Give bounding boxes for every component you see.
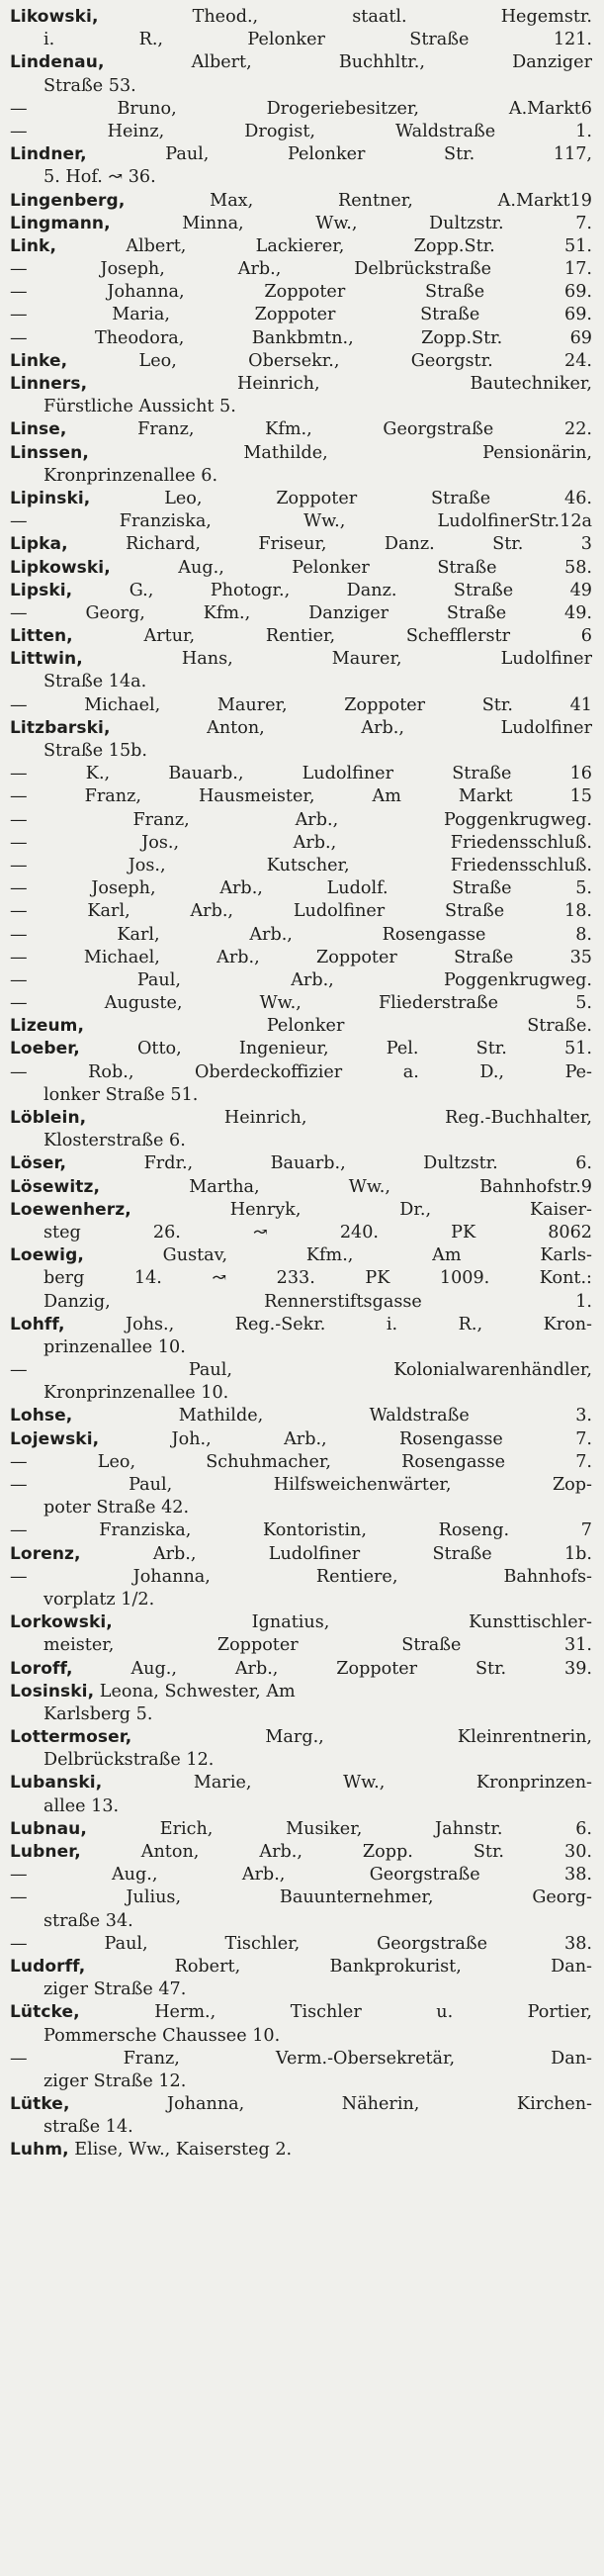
entry-details: Marg., Kleinrentnerin, — [131, 1727, 592, 1748]
entry-details: meister, Zoppoter Straße 31. — [43, 1635, 592, 1656]
entry-details: Joh., Arb., Rosengasse 7. — [99, 1428, 592, 1449]
entry-details: steg 26. ↝ 240. PK 8062 — [43, 1222, 592, 1242]
entry-details: Leona, Schwester, Am — [94, 1681, 296, 1702]
entry-details: — Georg, Kfm., Danziger Straße 49. — [10, 602, 592, 623]
directory-entry-line — [10, 1566, 592, 1589]
entry-surname: Link, — [10, 235, 57, 256]
directory-entry-line — [10, 1726, 592, 1749]
directory-entry-line — [10, 350, 592, 373]
entry-surname: Likowski, — [10, 7, 99, 27]
entry-surname: Lipinski, — [10, 488, 91, 508]
entry-details: Erich, Musiker, Jahnstr. 6. — [86, 1818, 592, 1839]
entry-details: Heinrich, Reg.-Buchhalter, — [86, 1108, 592, 1128]
directory-entry-line — [10, 213, 592, 235]
directory-entry-line — [10, 809, 592, 832]
directory-entry-line — [10, 1199, 592, 1222]
directory-entry-line — [10, 396, 592, 418]
directory-entry-line — [10, 717, 592, 740]
directory-entry-line — [10, 924, 592, 947]
directory-entry-line — [10, 1038, 592, 1060]
directory-entry-line — [10, 1978, 592, 2001]
entry-details: Aug., Pelonker Straße 58. — [110, 557, 592, 578]
entry-details: straße 34. — [43, 1910, 133, 1931]
directory-entry-line — [10, 740, 592, 763]
directory-entry-line — [10, 465, 592, 488]
entry-details: — Franz, Verm.-Obersekretär, Dan- — [10, 2048, 592, 2069]
entry-details: — K., Bauarb., Ludolfiner Straße 16 — [10, 764, 592, 784]
directory-entry-line — [10, 1497, 592, 1519]
entry-surname: Linse, — [10, 419, 67, 440]
entry-details: Danzig, Rennerstiftsgasse 1. — [43, 1291, 592, 1312]
directory-entry-line — [10, 1956, 592, 1978]
entry-details: Kronprinzenallee 6. — [43, 465, 218, 486]
directory-entry-line — [10, 580, 592, 602]
entry-details: — Franz, Arb., Poggenkrugweg. — [10, 809, 592, 830]
entry-details: Johs., Reg.-Sekr. i. R., Kron- — [64, 1314, 592, 1334]
entry-details: — Bruno, Drogeriebesitzer, A.Markt6 — [10, 98, 592, 119]
entry-details: Elise, Ww., Kaisersteg 2. — [68, 2140, 293, 2161]
entry-surname: Lindenau, — [10, 52, 105, 73]
entry-details: — Johanna, Zoppoter Straße 69. — [10, 282, 592, 303]
directory-entry-line — [10, 763, 592, 785]
directory-entry-line — [10, 648, 592, 671]
entry-details: Mathilde, Waldstraße 3. — [72, 1406, 592, 1426]
entry-details: — Paul, Hilfsweichenwärter, Zop- — [10, 1475, 592, 1495]
directory-entry-line — [10, 304, 592, 326]
entry-surname: Lohse, — [10, 1406, 73, 1426]
directory-entry-line — [10, 98, 592, 121]
entry-details: Marie, Ww., Kronprinzen- — [102, 1773, 592, 1794]
directory-entry-line — [10, 1818, 592, 1841]
directory-entry-line — [10, 602, 592, 625]
entry-surname: Lingenberg, — [10, 190, 126, 211]
entry-details: Johanna, Näherin, Kirchen- — [69, 2094, 592, 2115]
entry-details: Straße 53. — [43, 75, 136, 96]
entry-details: — Franziska, Kontoristin, Roseng. 7 — [10, 1520, 592, 1541]
entry-details: Albert, Buchhltr., Danziger — [104, 52, 592, 73]
entry-details: allee 13. — [43, 1795, 120, 1816]
entry-details: Ignatius, Kunsttischler- — [112, 1612, 592, 1633]
entry-details: 5. Hof. ↝ 36. — [43, 167, 156, 188]
entry-details: Hans, Maurer, Ludolfiner — [82, 649, 592, 670]
directory-entry-line — [10, 1611, 592, 1634]
entry-details: Max, Rentner, A.Markt19 — [125, 190, 592, 211]
directory-entry-line — [10, 947, 592, 969]
directory-entry-line — [10, 2093, 592, 2116]
entry-details: Albert, Lackierer, Zopp.Str. 51. — [56, 235, 592, 256]
entry-details: — Theodora, Bankbmtn., Zopp.Str. 69 — [10, 327, 592, 348]
entry-surname: Lipka, — [10, 534, 68, 555]
entry-details: straße 14. — [43, 2117, 133, 2138]
entry-details: — Johanna, Rentiere, Bahnhofs- — [10, 1566, 592, 1587]
entry-surname: Lizeum, — [10, 1016, 85, 1037]
entry-details: Kronprinzenallee 10. — [43, 1383, 229, 1404]
directory-entry-line — [10, 1749, 592, 1772]
directory-entry-line — [10, 1336, 592, 1359]
directory-entry-line — [10, 1015, 592, 1038]
entry-details: Arb., Ludolfiner Straße 1b. — [80, 1543, 592, 1564]
directory-entry-line — [10, 1152, 592, 1175]
directory-entry-line — [10, 1314, 592, 1336]
directory-entry-line — [10, 2048, 592, 2070]
entry-surname: Linners, — [10, 374, 88, 394]
entry-surname: Loroff, — [10, 1658, 73, 1679]
directory-entry-line — [10, 1589, 592, 1611]
directory-entry-line — [10, 1543, 592, 1566]
directory-entry-line — [10, 1267, 592, 1290]
directory-entry-line — [10, 1130, 592, 1152]
entry-details: Anton, Arb., Ludolfiner — [110, 717, 592, 738]
directory-entry-line — [10, 75, 592, 98]
directory-entry-line — [10, 877, 592, 900]
entry-details: Pelonker Straße. — [84, 1016, 592, 1037]
directory-entry-line — [10, 1061, 592, 1084]
directory-entry-line — [10, 143, 592, 166]
entry-details: G., Photogr., Danz. Straße 49 — [72, 580, 592, 600]
entry-surname: Lojewski, — [10, 1428, 100, 1449]
entry-details: ziger Straße 47. — [43, 1979, 187, 2000]
directory-entry-line — [10, 1382, 592, 1405]
entry-surname: Littwin, — [10, 649, 83, 670]
directory-entry-line — [10, 166, 592, 189]
directory-entry-line — [10, 1795, 592, 1818]
entry-details: Aug., Arb., Zoppoter Str. 39. — [72, 1658, 592, 1679]
directory-entry-line — [10, 235, 592, 258]
directory-entry-line — [10, 785, 592, 808]
entry-surname: Lipkowski, — [10, 557, 111, 578]
entry-details: Karlsberg 5. — [43, 1703, 153, 1724]
directory-entry-line — [10, 533, 592, 556]
directory-entry-line — [10, 510, 592, 533]
directory-entry-line — [10, 2001, 592, 2024]
directory-entry-line — [10, 1841, 592, 1864]
directory-entry-line — [10, 1910, 592, 1933]
entry-details: — Rob., Oberdeckoffizier a. D., Pe- — [10, 1061, 592, 1082]
entry-surname: Lubner, — [10, 1842, 81, 1862]
directory-entry-line — [10, 373, 592, 396]
entry-surname: Löblein, — [10, 1108, 87, 1128]
directory-entry-line — [10, 900, 592, 923]
entry-details: — Franziska, Ww., LudolfinerStr.12a — [10, 511, 592, 532]
directory-entry-line — [10, 258, 592, 281]
entry-surname: Lütke, — [10, 2094, 70, 2115]
entry-details: Frdr., Bauarb., Dultzstr. 6. — [66, 1153, 592, 1174]
entry-details: — Jos., Kutscher, Friedensschluß. — [10, 855, 592, 875]
directory-entry-line — [10, 1681, 592, 1703]
directory-entry-line — [10, 694, 592, 717]
directory-entry-line — [10, 190, 592, 213]
entry-surname: Lottermoser, — [10, 1727, 132, 1748]
directory-entry-line — [10, 832, 592, 855]
entry-surname: Lösewitz, — [10, 1176, 101, 1197]
directory-entry-line — [10, 855, 592, 877]
entry-details: lonker Straße 51. — [43, 1084, 199, 1105]
directory-entry-line — [10, 557, 592, 580]
entry-surname: Linssen, — [10, 442, 89, 463]
entry-details: Leo, Obersekr., Georgstr. 24. — [67, 350, 592, 371]
directory-entry-line — [10, 1084, 592, 1107]
directory-entry-line — [10, 1428, 592, 1451]
entry-details: — Maria, Zoppoter Straße 69. — [10, 305, 592, 325]
entry-details: poter Straße 42. — [43, 1498, 190, 1518]
entry-details: Fürstliche Aussicht 5. — [43, 397, 236, 417]
directory-entry-line — [10, 1176, 592, 1199]
entry-details: — Paul, Kolonialwarenhändler, — [10, 1360, 592, 1381]
entry-details: vorplatz 1/2. — [43, 1589, 155, 1610]
entry-details: Richard, Friseur, Danz. Str. 3 — [67, 534, 592, 555]
entry-surname: Loeber, — [10, 1039, 80, 1059]
entry-details: Paul, Pelonker Str. 117, — [86, 144, 592, 165]
directory-entry-line — [10, 1634, 592, 1657]
directory-entry-line — [10, 2139, 592, 2162]
entry-details: Martha, Ww., Bahnhofstr.9 — [100, 1176, 592, 1197]
entry-details: Mathilde, Pensionärin, — [88, 442, 592, 463]
directory-entry-line — [10, 1703, 592, 1726]
directory-entry-line — [10, 992, 592, 1015]
entry-details: — Jos., Arb., Friedensschluß. — [10, 832, 592, 853]
entry-details: ziger Straße 12. — [43, 2070, 187, 2091]
entry-details: — Heinz, Drogist, Waldstraße 1. — [10, 121, 592, 141]
entry-surname: Lipski, — [10, 580, 73, 600]
entry-details: — Leo, Schuhmacher, Rosengasse 7. — [10, 1451, 592, 1472]
entry-details: Minna, Ww., Dultzstr. 7. — [110, 213, 592, 233]
entry-details: i. R., Pelonker Straße 121. — [43, 30, 592, 50]
entry-details: Artur, Rentier, Schefflerstr 6 — [72, 626, 592, 647]
entry-details: Straße 15b. — [43, 741, 148, 761]
entry-details: — Paul, Tischler, Georgstraße 38. — [10, 1933, 592, 1954]
entry-details: Herm., Tischler u. Portier, — [79, 2002, 592, 2023]
directory-entry-line — [10, 1658, 592, 1681]
directory-entry-line — [10, 2116, 592, 2139]
directory-entry-line — [10, 29, 592, 51]
directory-entry-line — [10, 6, 592, 29]
entry-details: Gustav, Kfm., Am Karls- — [83, 1245, 592, 1266]
entry-details: Anton, Arb., Zopp. Str. 30. — [80, 1842, 592, 1862]
entry-surname: Lubanski, — [10, 1773, 103, 1794]
entry-details: — Julius, Bauunternehmer, Georg- — [10, 1887, 592, 1908]
directory-entry-line — [10, 2070, 592, 2093]
directory-entry-line — [10, 1474, 592, 1497]
directory-entry-line — [10, 1519, 592, 1542]
entry-surname: Lubnau, — [10, 1818, 87, 1839]
entry-details: prinzenallee 10. — [43, 1336, 186, 1357]
directory-entry-line — [10, 1864, 592, 1886]
entry-details: Pommersche Chaussee 10. — [43, 2025, 281, 2046]
entry-details: — Aug., Arb., Georgstraße 38. — [10, 1865, 592, 1886]
entry-details: — Karl, Arb., Ludolfiner Straße 18. — [10, 901, 592, 922]
entry-surname: Linke, — [10, 350, 68, 371]
entry-surname: Löser, — [10, 1153, 67, 1174]
entry-details: Robert, Bankprokurist, Dan- — [85, 1956, 592, 1977]
directory-entry-line — [10, 1107, 592, 1130]
entry-surname: Lorkowski, — [10, 1612, 113, 1633]
directory-entry-line — [10, 625, 592, 648]
entry-details: — Michael, Arb., Zoppoter Straße 35 — [10, 947, 592, 967]
directory-entry-line — [10, 488, 592, 510]
entry-surname: Litten, — [10, 626, 73, 647]
entry-surname: Lorenz, — [10, 1543, 81, 1564]
entry-details: berg 14. ↝ 233. PK 1009. Kont.: — [43, 1268, 592, 1289]
directory-entry-line — [10, 418, 592, 441]
entry-surname: Litzbarski, — [10, 717, 111, 738]
directory-entry-line — [10, 1405, 592, 1427]
entry-details: Straße 14a. — [43, 672, 147, 692]
entry-surname: Losinski, — [10, 1681, 95, 1702]
directory-entry-line — [10, 121, 592, 143]
directory-entry-line — [10, 969, 592, 992]
directory-entry-line — [10, 51, 592, 74]
entry-details: — Joseph, Arb., Ludolf. Straße 5. — [10, 878, 592, 899]
entry-surname: Lingmann, — [10, 213, 111, 233]
directory-entry-line — [10, 1359, 592, 1382]
directory-entry-line — [10, 1933, 592, 1956]
entry-details: Otto, Ingenieur, Pel. Str. 51. — [79, 1039, 592, 1059]
directory-entry-line — [10, 2025, 592, 2048]
directory-entry-line — [10, 1222, 592, 1244]
entry-details: Delbrückstraße 12. — [43, 1750, 215, 1771]
entry-surname: Lohff, — [10, 1314, 65, 1334]
entry-details: Heinrich, Bautechniker, — [87, 374, 592, 394]
directory-entry-line — [10, 1772, 592, 1794]
entry-details: Leo, Zoppoter Straße 46. — [90, 488, 592, 508]
entry-surname: Lindner, — [10, 144, 87, 165]
directory-entry-line — [10, 1244, 592, 1267]
directory-entry-line — [10, 281, 592, 304]
entry-details: Franz, Kfm., Georgstraße 22. — [66, 419, 592, 440]
entry-details: — Franz, Hausmeister, Am Markt 15 — [10, 786, 592, 807]
entry-details: — Karl, Arb., Rosengasse 8. — [10, 924, 592, 945]
entry-details: Henryk, Dr., Kaiser- — [130, 1199, 592, 1220]
entry-details: Klosterstraße 6. — [43, 1131, 186, 1151]
entry-details: — Joseph, Arb., Delbrückstraße 17. — [10, 259, 592, 280]
directory-entry-line — [10, 1451, 592, 1474]
entry-details: Theod., staatl. Hegemstr. — [98, 7, 592, 27]
entry-surname: Ludorff, — [10, 1956, 86, 1977]
directory-entry-line — [10, 671, 592, 693]
entry-details: — Paul, Arb., Poggenkrugweg. — [10, 969, 592, 990]
directory-entry-line — [10, 327, 592, 350]
entry-surname: Loewenherz, — [10, 1199, 131, 1220]
entry-surname: Lütcke, — [10, 2002, 80, 2023]
entry-details: — Michael, Maurer, Zoppoter Str. 41 — [10, 694, 592, 715]
entry-details: — Auguste, Ww., Fliederstraße 5. — [10, 993, 592, 1014]
entry-surname: Luhm, — [10, 2140, 69, 2161]
directory-entry-line — [10, 1886, 592, 1909]
directory-entry-line — [10, 1291, 592, 1314]
directory-entry-line — [10, 442, 592, 465]
entry-surname: Loewig, — [10, 1245, 84, 1266]
